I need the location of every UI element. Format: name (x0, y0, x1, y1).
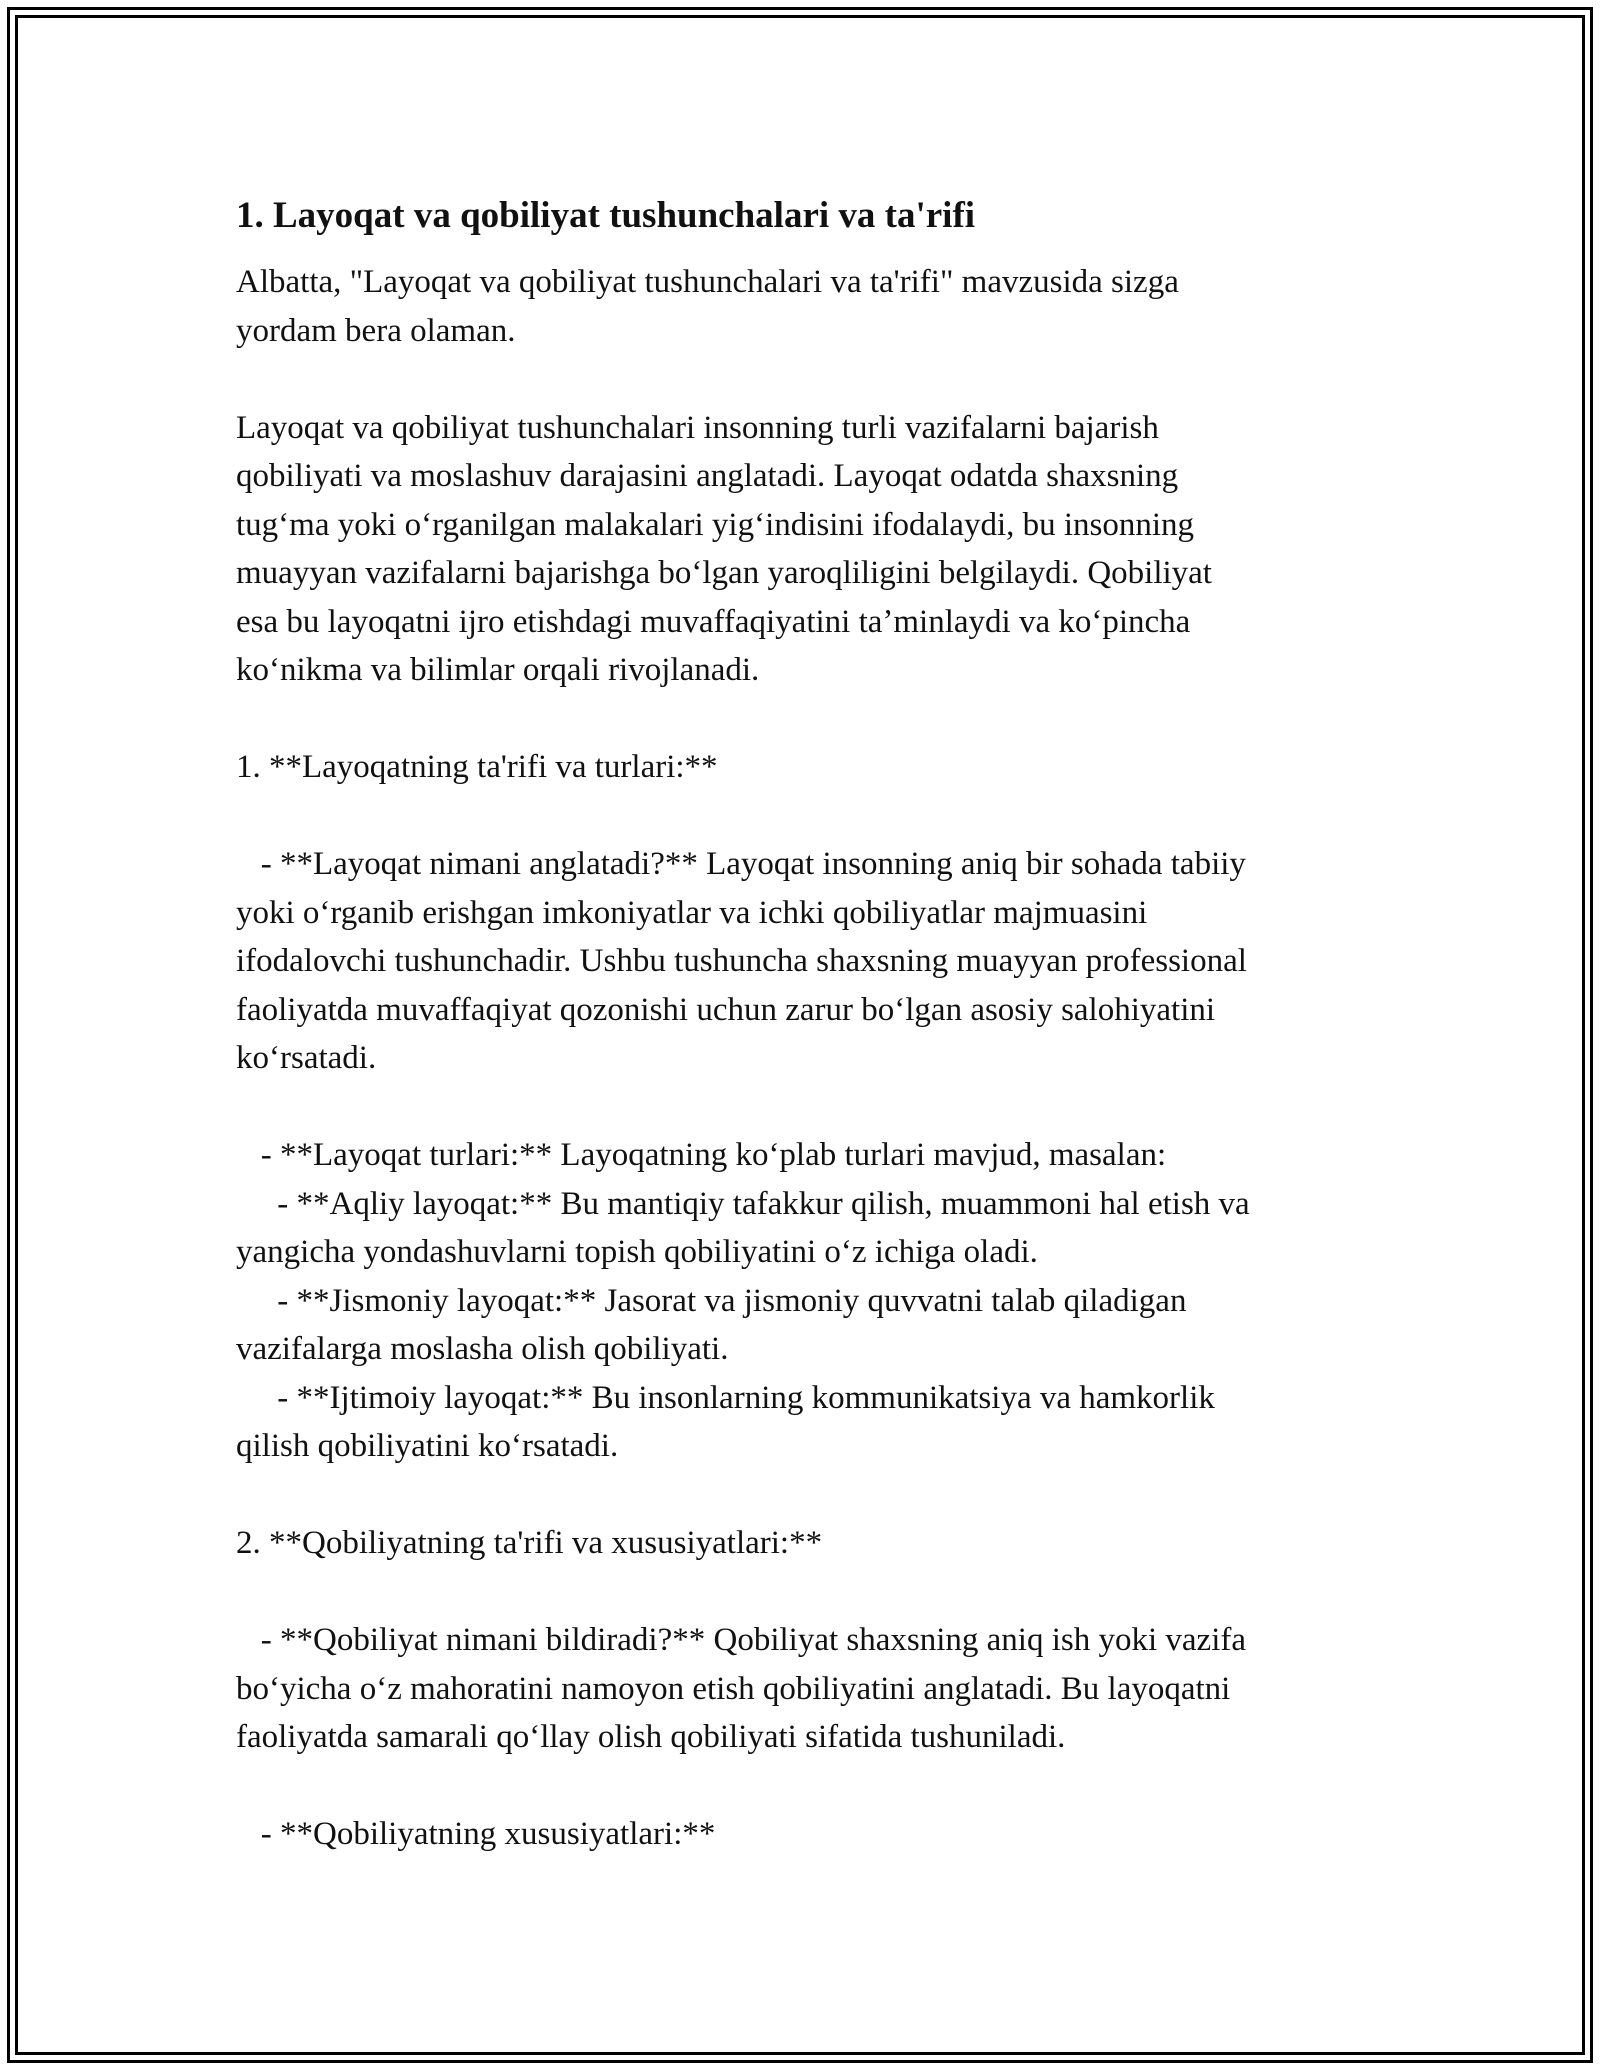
list-item-layoqat-meaning: - **Layoqat nimani anglatadi?** Layoqat insonning aniq bir sohada tabiiy yoki oʻrganib erishgan imkoniyatlar va ichki qobiliyatlar majmuasini ifodalovchi tushunchadir. Ushbu tushuncha shaxsning muayyan professional faoliyatda muvaffaqiyat qozonishi uchun zarur boʻlgan asosiy salohiyatini koʻrsatadi. (236, 846, 1247, 1076)
list-item-qobiliyat-meaning: - **Qobiliyat nimani bildiradi?** Qobiliyat shaxsning aniq ish yoki vazifa boʻyicha oʻz mahoratini namoyon etish qobiliyatini anglatadi. Bu layoqatni faoliyatda samarali qoʻllay olish qobiliyati sifatida tushuniladi. (236, 1622, 1246, 1755)
paragraph-intro: Albatta, "Layoqat va qobiliyat tushunchalari va ta'rifi" mavzusida sizga yordam bera olaman. (236, 264, 1179, 349)
document-body (236, 190, 1366, 1859)
section-heading-qobiliyat: 2. **Qobiliyatning ta'rifi va xususiyatlari:** (236, 1525, 823, 1561)
list-item-qobiliyat-features: - **Qobiliyatning xususiyatlari:** (236, 1816, 716, 1852)
paragraph-overview: Layoqat va qobiliyat tushunchalari insonning turli vazifalarni bajarish qobiliyati va moslashuv darajasini anglatadi. Layoqat odatda shaxsning tugʻma yoki oʻrganilgan malakalari yigʻindisini ifodalaydi, bu insonning muayyan vazifalarni bajarishga boʻlgan yaroqliligini belgilaydi. Qobiliyat esa bu layoqatni ijro etishdagi muvaffaqiyatini taʼminlaydi va koʻpincha koʻnikma va bilimlar orqali rivojlanadi. (236, 409, 1212, 688)
section-heading-layoqat: 1. **Layoqatning ta'rifi va turlari:** (236, 749, 718, 785)
document-title: 1. Layoqat va qobiliyat tushunchalari va ta'rifi (236, 195, 976, 236)
list-item-layoqat-types: - **Layoqat turlari:** Layoqatning koʻplab turlari mavjud, masalan: - **Aqliy layoqat:** Bu mantiqiy tafakkur qilish, muammoni hal etish va yangicha yondashuvlarni topish qobiliyatini oʻz ichiga oladi. - **Jismoniy layoqat:** Jasorat va jismoniy quvvatni talab qiladigan vazifalarga moslasha olish qobiliyati. - **Ijtimoiy layoqat:** Bu insonlarning kommunikatsiya va hamkorlik qilish qobiliyatini koʻrsatadi. (236, 1137, 1250, 1464)
